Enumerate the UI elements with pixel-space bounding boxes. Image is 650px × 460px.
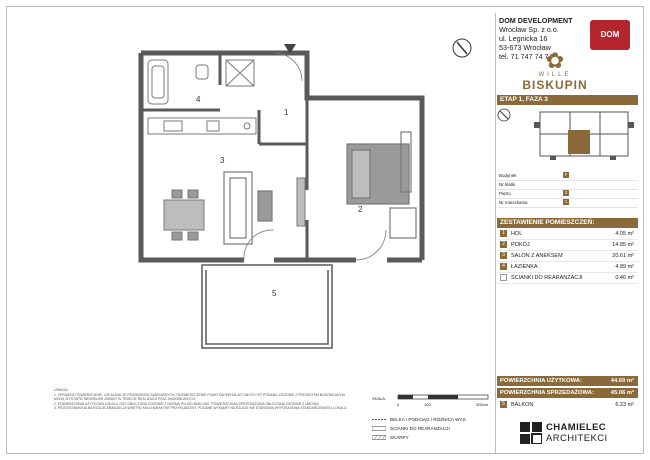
property-label: Nr mieszkania <box>499 200 528 205</box>
scale-tick: 0 <box>397 402 400 407</box>
sheet-divider <box>495 13 496 453</box>
slope-symbol <box>372 435 386 440</box>
property-label: Budynek <box>499 173 517 178</box>
scale-tick: 300cm <box>476 402 489 407</box>
room-name: HOL <box>511 231 523 237</box>
company-name: DOM DEVELOPMENT <box>499 16 573 25</box>
scale-tick: 100 <box>424 402 431 407</box>
sales-area-label: POWIERZCHNIA SPRZEDAŻOWA: <box>500 390 594 396</box>
architect-mark-icon <box>520 422 542 444</box>
balcony-number: 5 <box>500 401 507 408</box>
room-area: 14.85 m² <box>612 242 634 248</box>
developer-logo <box>590 20 630 50</box>
legend-label: ŚCIANKI DO REARANŻACJI <box>390 426 450 431</box>
scale-label: SKALA: <box>372 396 387 401</box>
room-number: 2 <box>500 241 507 248</box>
brand-block <box>515 50 595 92</box>
leaf-icon: ✿ <box>545 48 565 73</box>
note-item: 3. PRZEDSTAWIONA NA RZUCIE ARANŻACJA WNĘTRZ MA CHARAKTER PRZYKŁADOWY. PODANE WYMIARY NA RZUCIE NIE STANOWIĄ WYPOSAŻENIA STANDARDOWEGO LOKALU. <box>54 405 348 410</box>
plan-label-3: 3 <box>220 156 225 165</box>
rooms-table <box>497 229 638 284</box>
room-name: POKÓJ <box>511 242 530 248</box>
company-line1: Wrocław Sp. z o.o. <box>499 25 559 34</box>
company-line3: 53-673 Wrocław <box>499 43 551 52</box>
room-number: 4 <box>500 263 507 270</box>
building-keyplan <box>530 108 635 166</box>
legend-item <box>372 434 492 443</box>
usable-area-label: POWIERZCHNIA UŻYTKOWA: <box>500 378 582 384</box>
legend-label: SKARPY <box>390 435 409 440</box>
notes-title: UWAGA: <box>54 388 69 392</box>
property-row <box>497 172 638 181</box>
room-name: SALON Z ANEKSEM <box>511 253 563 259</box>
room-area: 20.61 m² <box>612 253 634 259</box>
company-phone: tel. 71 747 74 74 <box>499 52 553 61</box>
legend <box>372 416 492 443</box>
sales-area-value: 45.06 m² <box>610 390 634 396</box>
stage-bar <box>497 95 638 105</box>
usable-area-bar <box>497 376 638 386</box>
balcony-name: BALKON <box>511 402 534 408</box>
scale-bar <box>372 392 492 408</box>
room-row <box>497 240 638 251</box>
stage-text: ETAP 1, FAZA 3 <box>500 96 548 103</box>
room-number: 1 <box>500 230 507 237</box>
room-name: ŁAZIENKA <box>511 264 538 270</box>
plan-label-2: 2 <box>358 205 363 214</box>
brand-word2: BISKUPIN <box>522 78 588 92</box>
property-value: 1 <box>564 199 568 204</box>
rearrangement-swatch <box>500 274 507 281</box>
legend-item <box>372 425 492 434</box>
property-row <box>497 199 638 208</box>
room-row <box>497 229 638 240</box>
beam-symbol <box>372 417 386 422</box>
property-row <box>497 181 638 190</box>
room-row <box>497 262 638 273</box>
room-area: 0.46 m² <box>615 275 634 281</box>
plan-label-5: 5 <box>272 289 277 298</box>
compass-icon <box>453 39 471 57</box>
brand-word1: WILLE <box>538 72 572 78</box>
property-label: Nr klatki <box>499 182 516 187</box>
property-row <box>497 190 638 199</box>
properties-table <box>497 172 638 208</box>
property-value: F <box>564 172 568 177</box>
room-area: 4.89 m² <box>615 264 634 270</box>
balcony-row <box>497 400 638 410</box>
room-row <box>497 273 638 284</box>
property-label: Piętro <box>499 191 511 196</box>
rooms-header: ZESTAWIENIE POMIESZCZEŃ: <box>500 219 595 226</box>
room-area: 4.05 m² <box>615 231 634 237</box>
architect-logo <box>520 420 635 448</box>
balcony-area: 6.23 m² <box>615 402 634 408</box>
compass-small-icon <box>496 107 512 123</box>
note-item: 1. SPRAWDŹ POWIERZCHNIE, LOKALIZACJĘ PRZEBORÓW SANITARNYCH, ROZMIESZCZENIE PUNKTÓW INSTALACYJNYCH ITP. PODANO ZGODNIE Z PROJEKTEM BUDOWLANYM. MOGĄ WYSTĄPIĆ NIEWIELKIE ZMIANY W TRAKCIE REALIZACJI PRAC BUDOWLANYCH. <box>54 393 346 402</box>
property-value: 2 <box>564 190 568 195</box>
room-row <box>497 251 638 262</box>
architect-line2: ARCHITEKCI <box>546 433 608 444</box>
plan-label-4: 4 <box>196 95 201 104</box>
room-number: 3 <box>500 252 507 259</box>
notes-block <box>54 388 354 410</box>
usable-area-value: 44.69 m² <box>610 378 634 384</box>
room-name: ŚCIANKI DO REARANŻACJI <box>511 275 583 281</box>
rearrangement-wall-symbol <box>372 426 386 431</box>
legend-item <box>372 416 492 425</box>
rooms-header-bar <box>497 218 638 228</box>
plan-label-1: 1 <box>284 108 289 117</box>
company-line2: ul. Legnicka 16 <box>499 34 548 43</box>
note-item: 2. POWIERZCHNIA UŻYTKOWA LOKALU 2017 OBLICZONA ZGODNIE Z NORMĄ PN-ISO 9836:1997. POWIERZCHNIA SPRZEDAŻOWA OBLICZONA ZGODNIE Z UMOWĄ. <box>54 401 320 406</box>
architect-line1: CHAMIELEC <box>546 422 607 433</box>
sales-area-bar <box>497 388 638 398</box>
legend-label: BELKA / PODCIĄG / RÓŻNICA WYS. <box>390 417 467 422</box>
floor-plan <box>12 20 490 380</box>
developer-logo-text: DOM <box>600 30 620 39</box>
